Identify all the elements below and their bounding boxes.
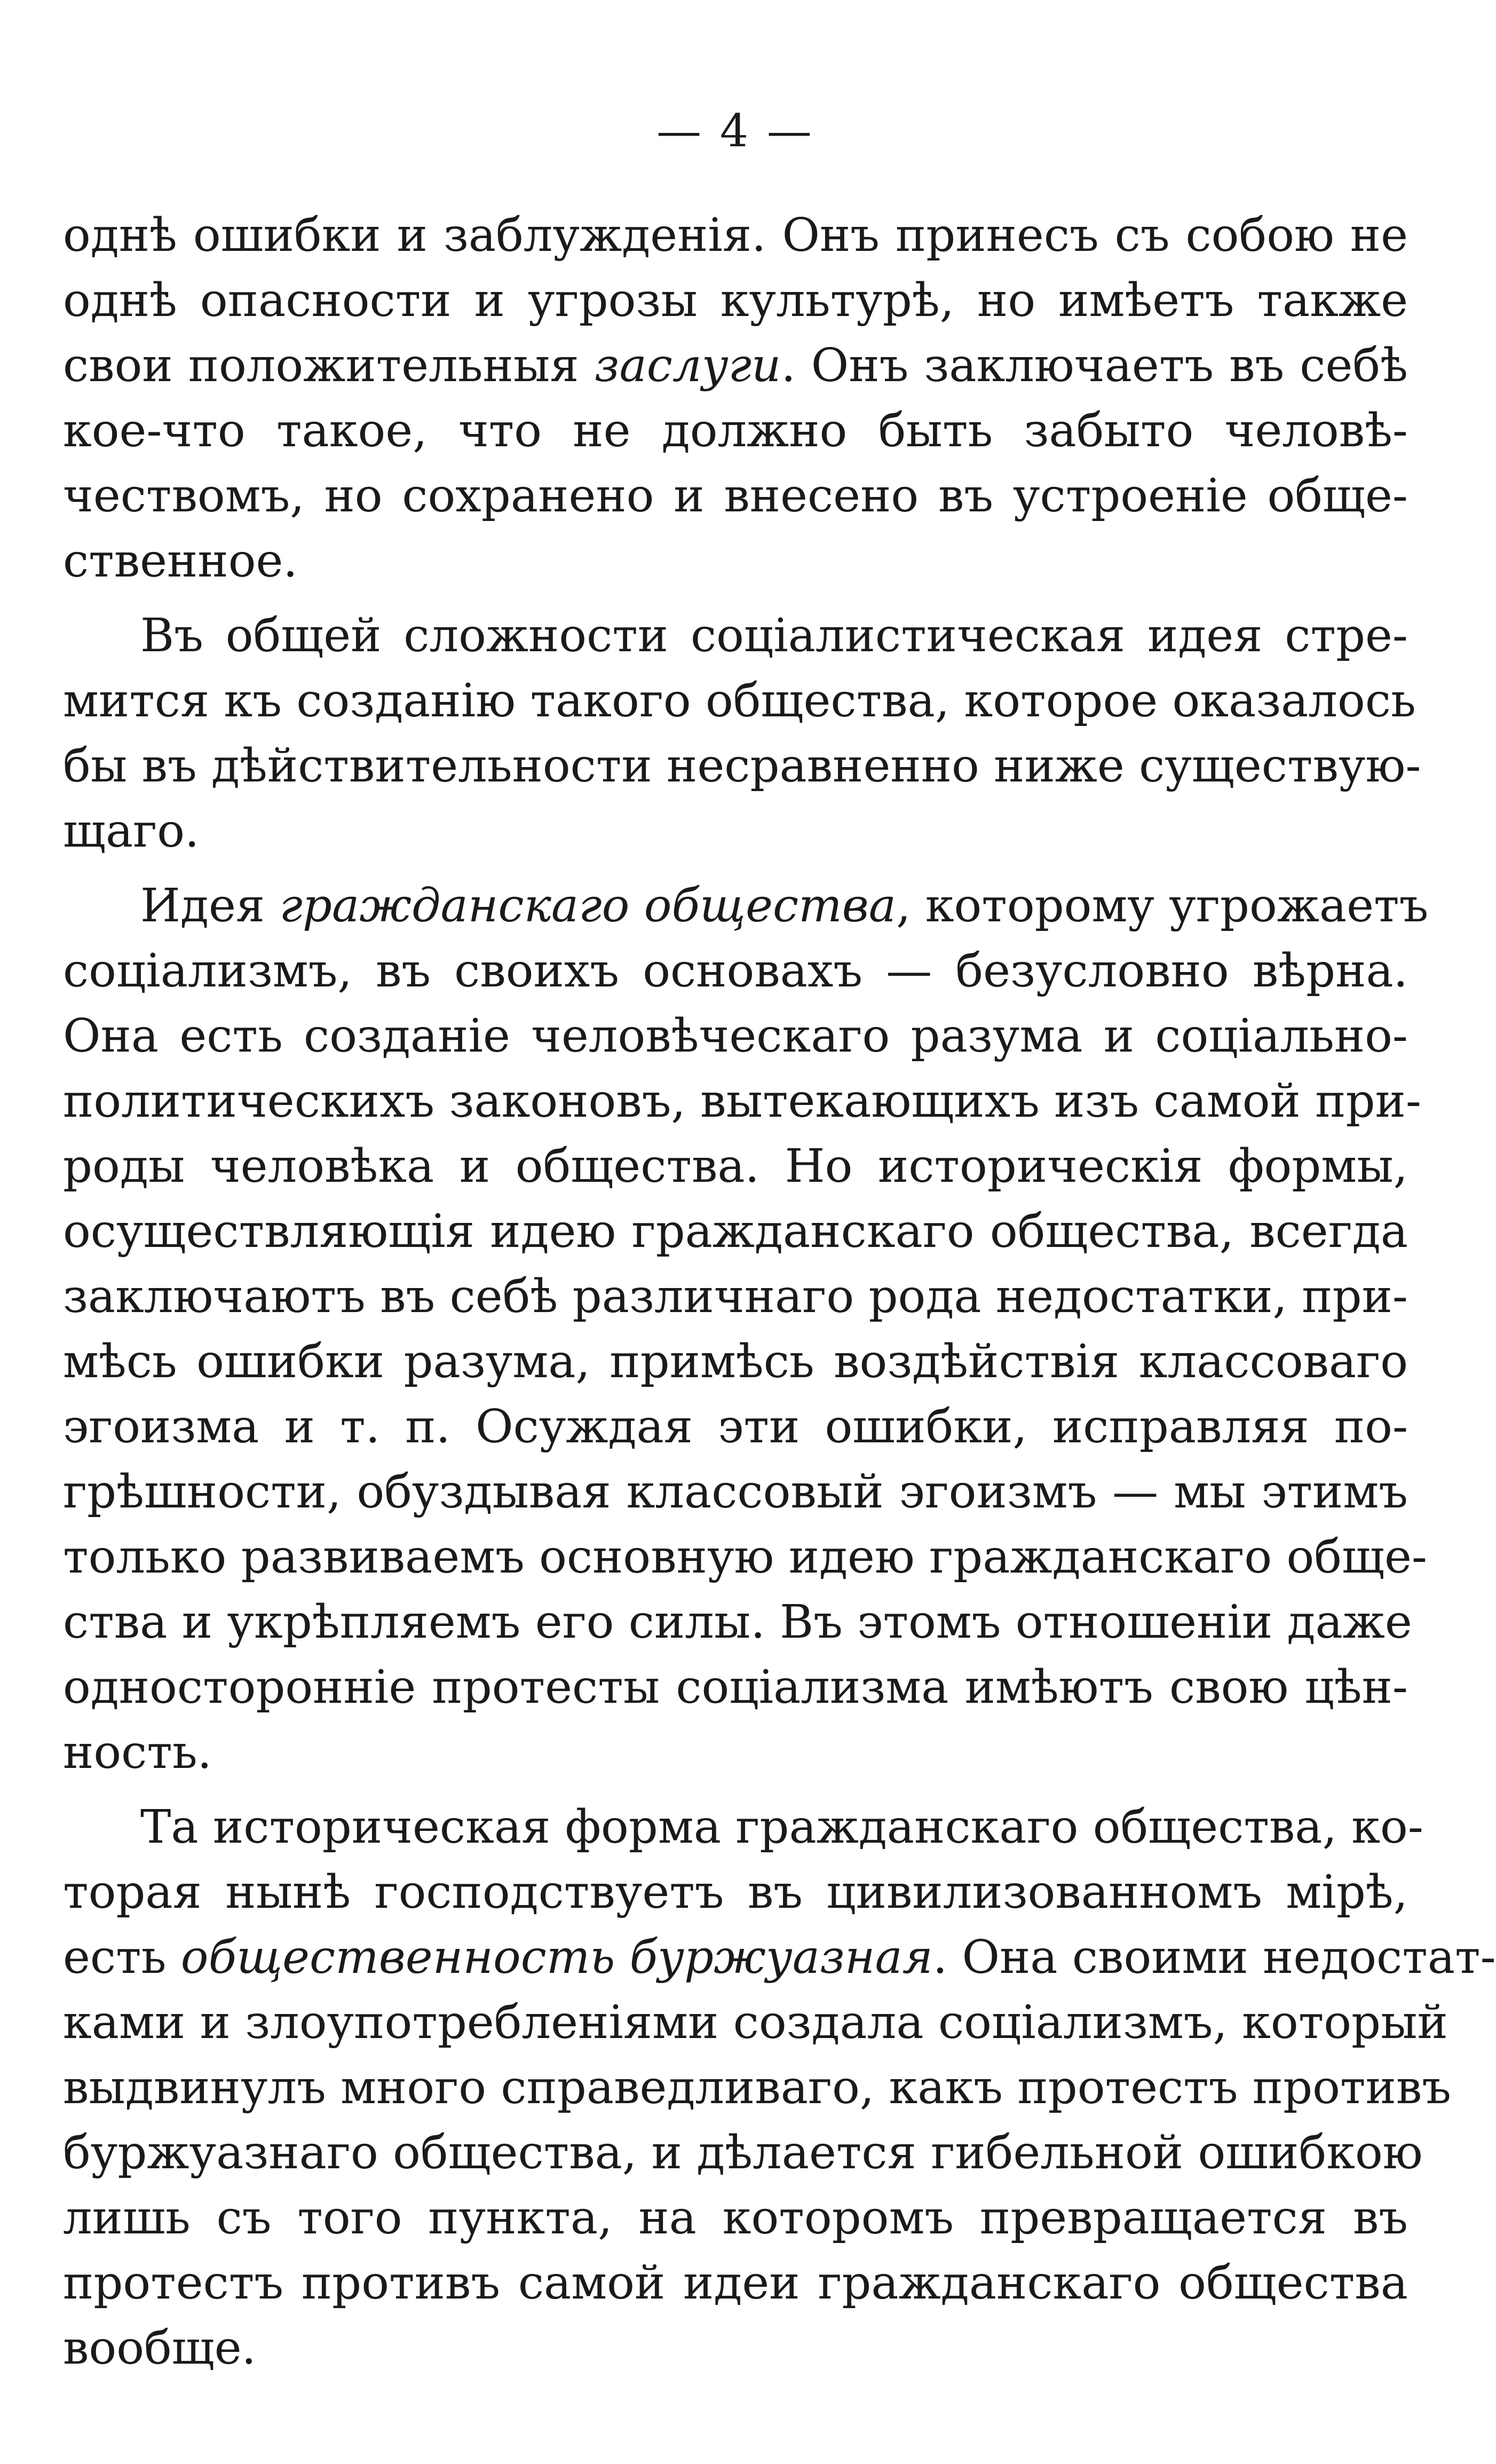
text-line: кое-что такое, что не должно быть забыто человѣ- [63,404,1408,457]
emphasis: общественность буржуазная [180,1931,933,1984]
paragraph [63,203,1408,594]
text-line: грѣшности, обуздывая классовый эгоизмъ — мы этимъ [63,1465,1408,1519]
text-line: мѣсь ошибки разума, примѣсь воздѣйствія классоваго [63,1335,1408,1388]
text-line: однѣ ошибки и заблужденія. Онъ принесъ съ собою не [63,209,1408,262]
text-line: ственное. [63,534,298,588]
text-line: ками и злоупотребленіями создала соціализмъ, который [63,1996,1448,2049]
text-line: Идея гражданскаго общества, которому угрожаетъ [140,879,1429,933]
text-line: роды человѣка и общества. Но историческія формы, [63,1140,1408,1193]
page-text [63,203,1496,2381]
text-line: Она есть созданіе человѣческаго разума и соціально- [63,1009,1408,1063]
text-line: есть общественность буржуазная. Она своими недостат- [63,1931,1496,1984]
text-line: лишь съ того пункта, на которомъ превращается въ [63,2191,1408,2245]
text-line: торая нынѣ господствуетъ въ цивилизованномъ мірѣ, [63,1866,1408,1919]
text-line: вообще. [63,2321,256,2375]
text-line: выдвинулъ много справедливаго, какъ протестъ противъ [63,2061,1451,2114]
text-line: Въ общей сложности соціалистическая идея стре- [140,609,1408,662]
text-line: ства и укрѣпляемъ его силы. Въ этомъ отношеніи даже [63,1596,1412,1649]
text-line: только развиваемъ основную идею гражданскаго обще- [63,1530,1427,1584]
text-line: ность. [63,1726,212,1779]
text-line: однѣ опасности и угрозы культурѣ, но имѣетъ также [63,274,1408,327]
text-line: буржуазнаго общества, и дѣлается гибельной ошибкою [63,2126,1423,2179]
emphasis: заслуги [594,339,781,392]
text-line: свои положительныя заслуги. Онъ заключаетъ въ себѣ [63,339,1408,392]
text-line: протестъ противъ самой идеи гражданскаго общества [63,2256,1408,2310]
text-line: мится къ созданію такого общества, которое оказалось [63,674,1416,728]
text-line: осуществляющія идею гражданскаго общества, всегда [63,1205,1408,1258]
page-number: — 4 — [656,105,814,157]
text-line: щаго. [63,804,200,858]
text-line: политическихъ законовъ, вытекающихъ изъ самой при- [63,1075,1421,1128]
emphasis: гражданскаго общества [279,879,897,933]
text-line: эгоизма и т. п. Осуждая эти ошибки, исправляя по- [63,1400,1408,1454]
paragraph [63,1795,1496,2381]
paragraph [63,873,1429,1785]
text-line: Та историческая форма гражданскаго общества, ко- [140,1800,1423,1854]
text-line: бы въ дѣйствительности несравненно ниже существую- [63,739,1421,793]
text-line: заключаютъ въ себѣ различнаго рода недостатки, при- [63,1270,1408,1323]
text-line: односторонніе протесты соціализма имѣютъ свою цѣн- [63,1661,1408,1714]
text-line: соціализмъ, въ своихъ основахъ — безусловно вѣрна. [63,944,1408,998]
paragraph [63,603,1421,864]
text-line: чествомъ, но сохранено и внесено въ устроеніе обще- [63,469,1408,523]
